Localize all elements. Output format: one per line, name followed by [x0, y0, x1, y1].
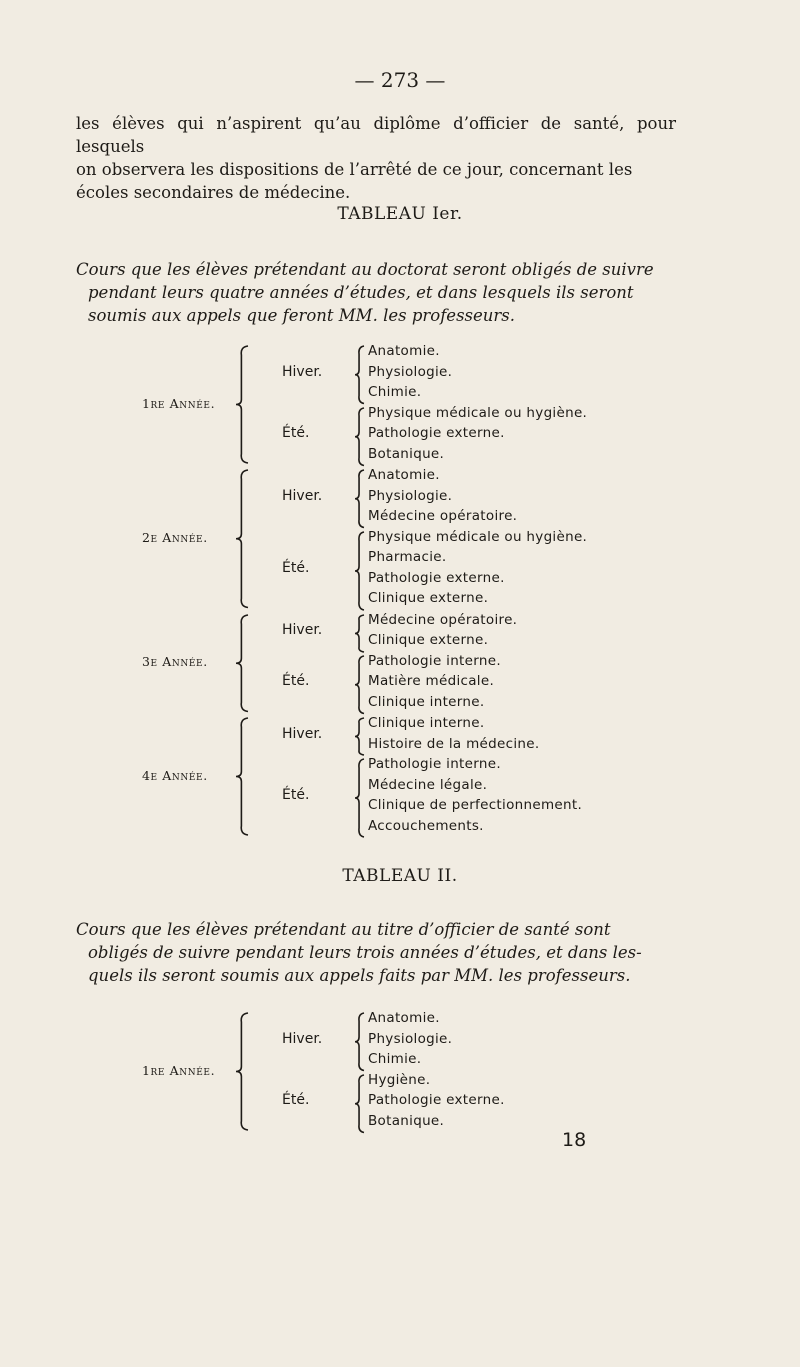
caption-line: pendant leurs quatre années d’études, et dans lesquels ils seront — [88, 283, 634, 302]
brace-mark — [355, 531, 364, 611]
tableau-1-caption — [76, 258, 676, 327]
course-item: Anatomie. — [368, 1010, 440, 1026]
brace-mark — [355, 407, 364, 467]
brace-mark — [355, 469, 364, 529]
course-item: Pathologie externe. — [368, 1092, 505, 1108]
course-item: Chimie. — [368, 1051, 422, 1067]
season-label: Hiver. — [282, 363, 323, 380]
course-item: Pathologie interne. — [368, 652, 501, 669]
course-item: Clinique externe. — [368, 632, 489, 648]
brace-mark — [355, 614, 364, 653]
course-item: Hygiène. — [368, 1071, 431, 1088]
brace-mark — [355, 1074, 364, 1134]
course-item: Médecine légale. — [368, 776, 488, 793]
caption-line: soumis aux appels que feront MM. les professeurs. — [88, 306, 516, 325]
course-item: Pathologie interne. — [368, 756, 501, 772]
year-label: 1re Année. — [142, 1062, 216, 1078]
season-label: Été. — [282, 559, 310, 576]
course-item: Physiologie. — [368, 363, 453, 380]
year-label: 3e Année. — [142, 653, 208, 669]
intro-line: les élèves qui n’aspirent qu’au diplôme d’officier de santé, pour lesquels — [76, 114, 676, 156]
season-label: Hiver. — [282, 1030, 323, 1047]
course-item: Physiologie. — [368, 1030, 453, 1047]
course-item: Chimie. — [368, 384, 422, 400]
course-item: Clinique de perfectionnement. — [368, 797, 583, 813]
course-item: Physiologie. — [368, 487, 453, 504]
brace-mark — [355, 717, 364, 756]
course-item: Botanique. — [368, 1112, 445, 1129]
tableau-1-title: TABLEAU Ier. — [337, 204, 463, 224]
course-item: Anatomie. — [368, 343, 440, 359]
course-item: Pathologie externe. — [368, 569, 505, 586]
page-number: — 273 — — [354, 68, 446, 92]
course-item: Physique médicale ou hygiène. — [368, 528, 588, 545]
course-item: Histoire de la médecine. — [368, 735, 540, 752]
season-label: Été. — [282, 425, 310, 442]
course-item: Clinique externe. — [368, 590, 489, 606]
brace-mark — [236, 1012, 248, 1131]
brace-mark — [236, 717, 248, 836]
season-label: Été. — [282, 1092, 310, 1109]
course-item: Accouchements. — [368, 817, 484, 834]
season-label: Été. — [282, 673, 310, 690]
course-item: Pathologie externe. — [368, 425, 505, 441]
course-item: Botanique. — [368, 445, 445, 462]
brace-mark — [355, 758, 364, 838]
year-label: 1re Année. — [142, 395, 216, 411]
course-item: Clinique interne. — [368, 715, 485, 731]
course-item: Pharmacie. — [368, 549, 447, 565]
brace-mark — [236, 614, 248, 713]
caption-line: quels ils seront soumis aux appels faits par MM. les professeurs. — [88, 966, 631, 985]
season-label: Été. — [282, 787, 310, 803]
year-label: 4e Année. — [142, 767, 208, 783]
course-item: Physique médicale ou hygiène. — [368, 404, 588, 421]
course-item: Matière médicale. — [368, 673, 495, 689]
course-item: Clinique interne. — [368, 693, 485, 710]
signature-mark: 18 — [562, 1129, 587, 1151]
brace-mark — [355, 1012, 364, 1072]
caption-line: Cours que les élèves prétendant au doctorat seront obligés de suivre — [76, 260, 654, 279]
year-label: 2e Année. — [142, 529, 208, 545]
course-item: Anatomie. — [368, 467, 440, 483]
brace-mark — [236, 345, 248, 464]
season-label: Hiver. — [282, 622, 323, 638]
brace-mark — [355, 655, 364, 715]
tableau-2-title: TABLEAU II. — [342, 866, 458, 886]
caption-line: obligés de suivre pendant leurs trois années d’études, et dans les- — [88, 943, 642, 962]
intro-paragraph — [76, 112, 676, 204]
brace-mark — [236, 469, 248, 609]
season-label: Hiver. — [282, 487, 323, 504]
course-item: Médecine opératoire. — [368, 508, 518, 524]
season-label: Hiver. — [282, 725, 323, 742]
intro-line: écoles secondaires de médecine. — [76, 183, 351, 202]
intro-line: on observera les dispositions de l’arrêté de ce jour, concernant les — [76, 160, 633, 179]
course-item: Médecine opératoire. — [368, 611, 518, 628]
brace-mark — [355, 345, 364, 405]
tableau-2-caption — [76, 918, 676, 987]
caption-line: Cours que les élèves prétendant au titre d’officier de santé sont — [76, 920, 611, 939]
